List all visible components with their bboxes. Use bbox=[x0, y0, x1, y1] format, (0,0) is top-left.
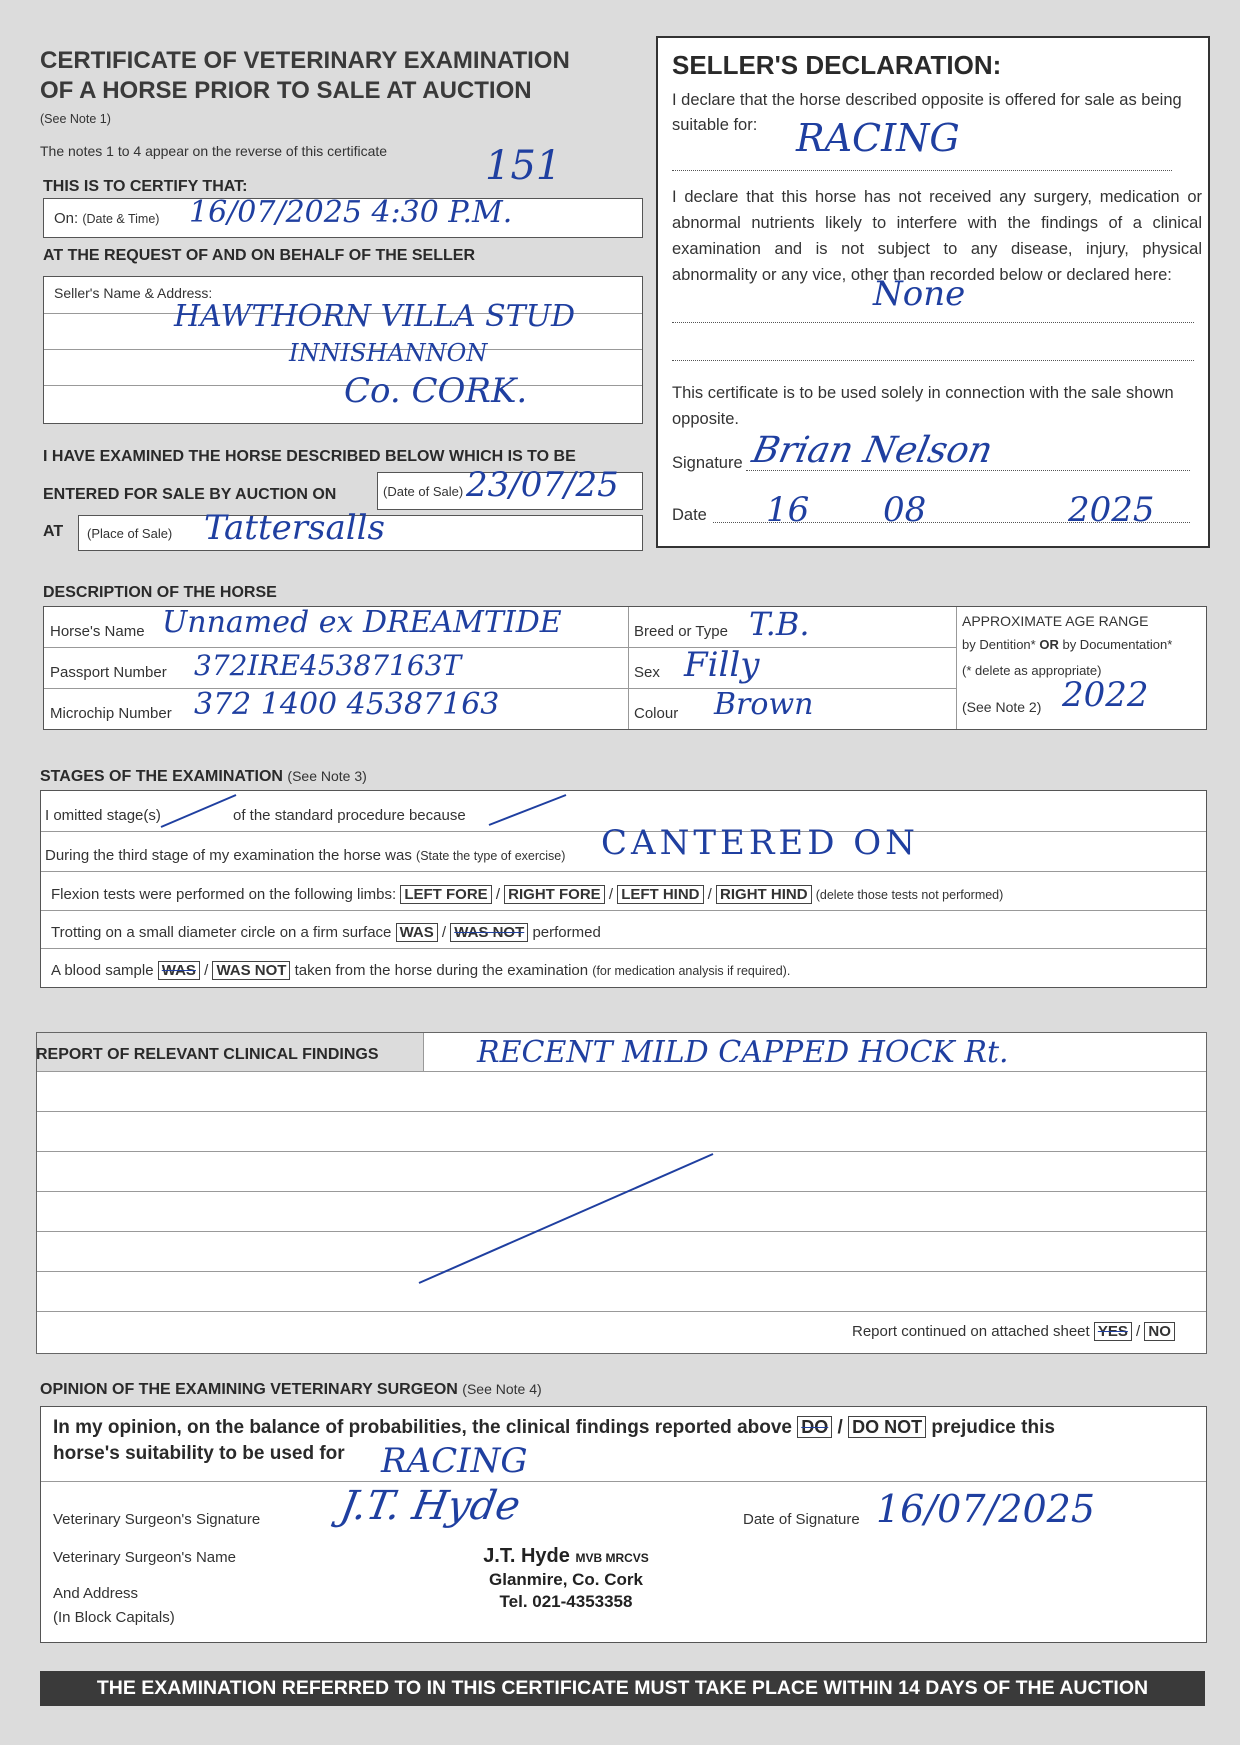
stamp-address: Glanmire, Co. Cork bbox=[489, 1570, 643, 1589]
blood-row: A blood sample WAS / WAS NOT taken from the horse during the examination (for medication analysis if required). bbox=[51, 962, 791, 979]
age-by-dentition: by Dentition* bbox=[962, 637, 1036, 652]
place-of-sale-label: (Place of Sale) bbox=[87, 526, 173, 541]
sex-value: Filly bbox=[684, 645, 760, 685]
third-stage-text bbox=[45, 847, 565, 864]
seller-date-month: 08 bbox=[883, 490, 927, 530]
age-by-options bbox=[962, 637, 1172, 652]
colour-label: Colour bbox=[634, 705, 679, 722]
opinion-statement: In my opinion, on the balance of probabilities, the clinical findings reported above DO / DO NOT prejudice this bbox=[53, 1417, 1055, 1438]
trotting-was: WAS bbox=[396, 923, 438, 942]
flexion-text: Flexion tests were performed on the following limbs: bbox=[51, 886, 397, 903]
stages-heading-note: (See Note 3) bbox=[287, 768, 367, 784]
opinion-heading-note: (See Note 4) bbox=[462, 1381, 542, 1397]
blood-text: A blood sample bbox=[51, 962, 154, 979]
at-label: AT bbox=[43, 523, 64, 540]
omitted-text-1: I omitted stage(s) bbox=[45, 807, 161, 824]
horse-name-label: Horse's Name bbox=[50, 623, 145, 640]
certificate-title bbox=[40, 46, 570, 106]
age-see-note: (See Note 2) bbox=[962, 699, 1042, 715]
declared-dotted-line-2 bbox=[672, 360, 1194, 361]
flexion-left-fore: LEFT FORE bbox=[400, 885, 491, 904]
suitable-for-value: RACING bbox=[796, 116, 960, 160]
declaration-text-3: This certificate is to be used solely in connection with the sale shown opposite. bbox=[672, 384, 1174, 428]
blood-was-not: WAS NOT bbox=[212, 961, 290, 980]
examined-heading-2: ENTERED FOR SALE BY AUCTION ON bbox=[43, 486, 337, 503]
trotting-row: Trotting on a small diameter circle on a firm surface WAS / WAS NOT performed bbox=[51, 924, 601, 941]
place-of-sale: Tattersalls bbox=[204, 508, 385, 548]
on-sub-label: (Date & Time) bbox=[82, 212, 160, 226]
clinical-finding: RECENT MILD CAPPED HOCK Rt. bbox=[477, 1035, 1009, 1070]
block-capitals-note: (In Block Capitals) bbox=[53, 1609, 175, 1626]
request-heading: AT THE REQUEST OF AND ON BEHALF OF THE SELLER bbox=[43, 247, 475, 264]
vet-signature: J.T. Hyde bbox=[336, 1483, 524, 1529]
seller-date-day: 16 bbox=[766, 490, 810, 530]
opinion-heading bbox=[40, 1381, 542, 1399]
third-stage-exercise: CANTERED ON bbox=[601, 823, 919, 863]
date-of-signature: 16/07/2025 bbox=[876, 1487, 1096, 1531]
stamp-tel: Tel. 021-4353358 bbox=[499, 1592, 633, 1611]
age-heading: APPROXIMATE AGE RANGE bbox=[962, 613, 1149, 629]
seller-declaration-box bbox=[656, 36, 1210, 548]
on-label bbox=[54, 210, 159, 227]
microchip-number: 372 1400 45387163 bbox=[194, 687, 500, 722]
seller-label: Seller's Name & Address: bbox=[54, 285, 213, 301]
passport-label: Passport Number bbox=[50, 664, 167, 681]
vet-address-label: And Address bbox=[53, 1585, 139, 1602]
certify-heading: THIS IS TO CERTIFY THAT: bbox=[43, 178, 248, 195]
stages-heading-text: STAGES OF THE EXAMINATION bbox=[40, 768, 283, 785]
desc-col-line bbox=[628, 607, 629, 729]
breed-label: Breed or Type bbox=[634, 623, 728, 640]
blood-tail: taken from the horse during the examination bbox=[294, 962, 589, 979]
report-box bbox=[36, 1032, 1207, 1354]
blood-was: WAS bbox=[158, 961, 200, 980]
vet-name-label: Veterinary Surgeon's Name bbox=[53, 1549, 236, 1566]
suitable-for-dotted-line bbox=[672, 170, 1172, 171]
microchip-label: Microchip Number bbox=[50, 705, 172, 722]
footer-banner: THE EXAMINATION REFERRED TO IN THIS CERTIFICATE MUST TAKE PLACE WITHIN 14 DAYS OF THE AUCTION bbox=[40, 1671, 1205, 1706]
age-delete-note: (* delete as appropriate) bbox=[962, 663, 1102, 678]
stages-row-line bbox=[41, 910, 1206, 911]
date-of-sale: 23/07/25 bbox=[466, 465, 619, 505]
third-stage-note: (State the type of exercise) bbox=[416, 849, 566, 863]
seller-signature: Brian Nelson bbox=[748, 430, 997, 471]
opinion-box bbox=[40, 1406, 1207, 1643]
third-stage-label: During the third stage of my examination the horse was bbox=[45, 847, 412, 864]
desc-col-line bbox=[956, 607, 957, 729]
flexion-right-fore: RIGHT FORE bbox=[504, 885, 605, 904]
declared-value: None bbox=[873, 274, 966, 314]
flexion-right-hind: RIGHT HIND bbox=[716, 885, 812, 904]
seller-line-1: HAWTHORN VILLA STUD bbox=[174, 299, 576, 334]
horse-name: Unnamed ex DREAMTIDE bbox=[162, 605, 562, 640]
blood-note: (for medication analysis if required). bbox=[592, 964, 791, 978]
omitted-text-2: of the standard procedure because bbox=[233, 807, 466, 824]
description-table bbox=[43, 606, 1207, 730]
trotting-performed: performed bbox=[532, 924, 601, 941]
passport-number: 372IRE45387163T bbox=[194, 649, 462, 682]
signature-label: Signature bbox=[672, 454, 743, 472]
opinion-do-not: DO NOT bbox=[848, 1416, 926, 1438]
date-of-sale-box bbox=[377, 465, 643, 510]
stages-row-line bbox=[41, 948, 1206, 949]
colour-value: Brown bbox=[714, 687, 814, 722]
trotting-was-not: WAS NOT bbox=[450, 923, 528, 942]
opinion-do: DO bbox=[797, 1416, 832, 1438]
report-continued-row: Report continued on attached sheet YES / NO bbox=[852, 1323, 1175, 1340]
trotting-text: Trotting on a small diameter circle on a firm surface bbox=[51, 924, 392, 941]
seller-address-box bbox=[43, 276, 643, 424]
flexion-left-hind: LEFT HIND bbox=[617, 885, 703, 904]
vet-signature-label: Veterinary Surgeon's Signature bbox=[53, 1511, 261, 1528]
opinion-text-2: horse's suitability to be used for bbox=[53, 1443, 345, 1464]
flexion-row: Flexion tests were performed on the following limbs: LEFT FORE / RIGHT FORE / LEFT HIND / RIGHT HIND (delete those tests not performed) bbox=[51, 886, 1004, 903]
on-label-text: On: bbox=[54, 210, 79, 227]
opinion-heading-text: OPINION OF THE EXAMINING VETERINARY SURGEON bbox=[40, 1381, 458, 1398]
title-see-note: (See Note 1) bbox=[40, 112, 111, 126]
report-continued-yes: YES bbox=[1094, 1322, 1132, 1341]
title-line-1: CERTIFICATE OF VETERINARY EXAMINATION bbox=[40, 47, 570, 74]
seller-line-3: Co. CORK. bbox=[344, 371, 528, 411]
vet-stamp bbox=[436, 1545, 696, 1612]
opinion-divider bbox=[41, 1481, 1206, 1482]
notes-text: The notes 1 to 4 appear on the reverse of this certificate bbox=[40, 143, 388, 159]
certificate-number: 151 bbox=[485, 143, 562, 189]
age-or: OR bbox=[1039, 637, 1059, 652]
declared-dotted-line-1 bbox=[672, 322, 1194, 323]
desc-row-line bbox=[44, 647, 956, 648]
report-strike-line bbox=[37, 1033, 1206, 1333]
declaration-text-1: I declare that the horse described opposite is offered for sale as being suitable for: bbox=[672, 91, 1182, 134]
place-of-sale-box bbox=[78, 508, 643, 551]
stages-heading bbox=[40, 768, 367, 786]
breed-value: T.B. bbox=[749, 605, 810, 643]
description-heading: DESCRIPTION OF THE HORSE bbox=[43, 584, 277, 601]
seller-line bbox=[44, 385, 642, 386]
date-time-box bbox=[43, 195, 643, 238]
seller-line-2: INNISHANNON bbox=[289, 339, 488, 367]
examined-heading-1: I HAVE EXAMINED THE HORSE DESCRIBED BELOW WHICH IS TO BE bbox=[43, 448, 576, 465]
stamp-name: J.T. Hyde bbox=[483, 1545, 570, 1567]
flexion-note: (delete those tests not performed) bbox=[815, 888, 1004, 902]
stages-row-line bbox=[41, 871, 1206, 872]
declaration-text-2: I declare that this horse has not received any surgery, medication or abnormal nutrients likely to interfere with the findings of a clinical examination and is not subject to any disease, injury, physical abnormality or any vice, other than recorded below or declared here: bbox=[672, 188, 1202, 284]
sex-label: Sex bbox=[634, 664, 660, 681]
seller-date-year: 2025 bbox=[1068, 490, 1155, 530]
opinion-prejudice: prejudice this bbox=[931, 1417, 1055, 1438]
seller-declaration-heading: SELLER'S DECLARATION: bbox=[672, 50, 1002, 80]
on-value: 16/07/2025 4:30 P.M. bbox=[189, 195, 513, 230]
seller-date-label: Date bbox=[672, 506, 707, 524]
desc-row-line bbox=[44, 688, 956, 689]
report-heading: REPORT OF RELEVANT CLINICAL FINDINGS bbox=[36, 1046, 379, 1063]
opinion-text-1: In my opinion, on the balance of probabilities, the clinical findings reported above bbox=[53, 1417, 792, 1438]
stages-table bbox=[40, 790, 1207, 988]
date-of-signature-label: Date of Signature bbox=[743, 1511, 860, 1528]
opinion-use-value: RACING bbox=[381, 1441, 528, 1481]
title-line-2: OF A HORSE PRIOR TO SALE AT AUCTION bbox=[40, 77, 532, 104]
age-value: 2022 bbox=[1062, 675, 1149, 715]
stamp-quals: MVB MRCVS bbox=[575, 1551, 649, 1565]
stamp-name-line bbox=[436, 1545, 696, 1568]
report-continued-no: NO bbox=[1144, 1322, 1175, 1341]
date-of-sale-label: (Date of Sale) bbox=[383, 484, 464, 499]
report-continued-text: Report continued on attached sheet bbox=[852, 1323, 1090, 1340]
age-by-documentation: by Documentation* bbox=[1062, 637, 1173, 652]
